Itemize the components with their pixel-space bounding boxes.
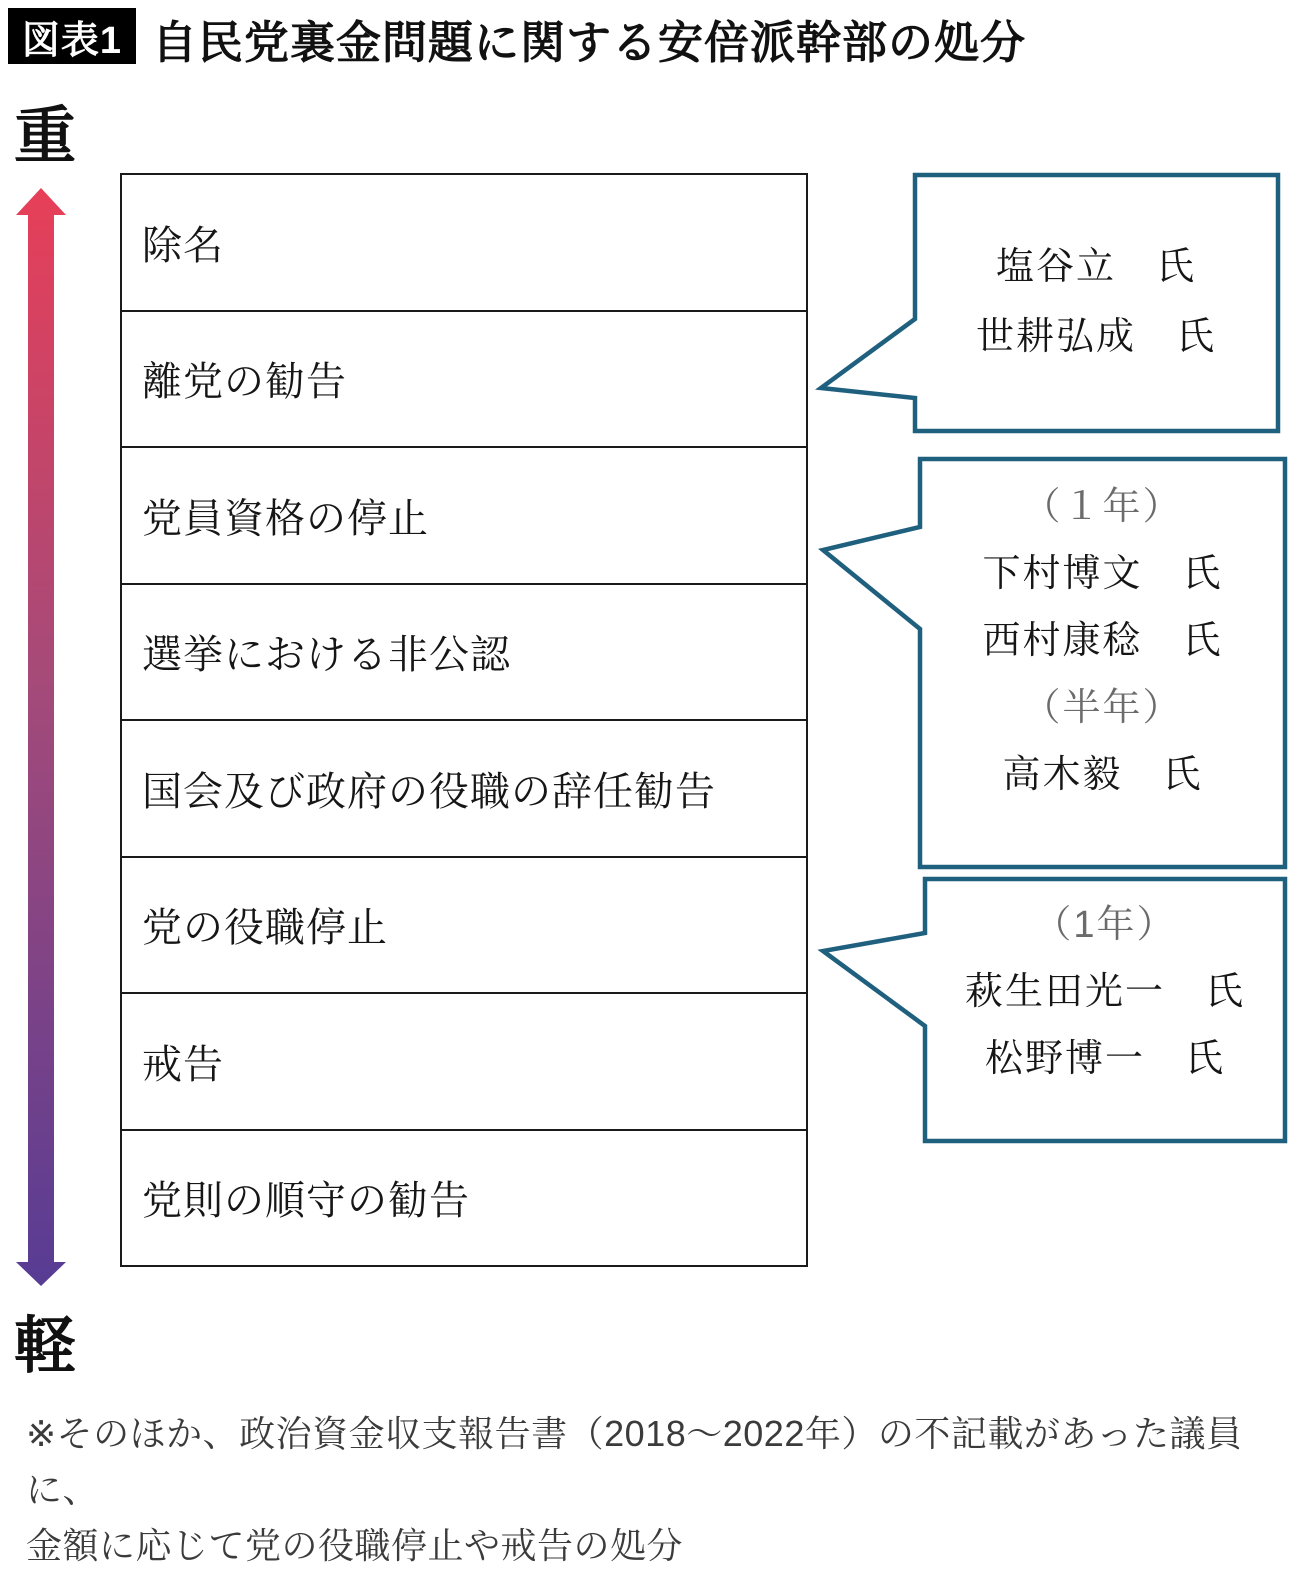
penalty-label: 離党の勧告: [142, 360, 347, 405]
table-row: [122, 448, 806, 585]
penalty-label: 国会及び政府の役職の辞任勧告: [142, 769, 716, 814]
penalty-label: 党則の順守の勧告: [142, 1179, 470, 1224]
penalty-label: 党の役職停止: [142, 906, 388, 951]
callout-name: 松野博一 氏: [984, 1038, 1225, 1080]
scale-light-label: 軽: [14, 1312, 77, 1381]
penalty-table: [120, 173, 808, 1267]
footnote: [26, 1406, 1286, 1574]
footnote-line-1: ※そのほか、政治資金収支報告書（2018〜2022年）の不記載があった議員に、: [26, 1413, 1243, 1510]
table-row: [122, 994, 806, 1131]
table-row: [122, 175, 806, 312]
callout-name: 西村康稔 氏: [982, 620, 1223, 662]
callout-3-names: [925, 892, 1285, 1093]
penalty-label: 戒告: [142, 1042, 224, 1087]
callout-duration: （半年）: [1022, 687, 1183, 729]
callout-2-names: [920, 474, 1285, 809]
callout-1-names: [915, 232, 1277, 372]
callout-duration: （１年）: [1022, 486, 1183, 528]
scale-heavy-label: 重: [14, 102, 77, 171]
table-row: [122, 312, 806, 449]
penalty-label: 党員資格の停止: [142, 496, 429, 541]
footnote-line-2: 金額に応じて党の役職停止や戒告の処分: [26, 1525, 684, 1566]
callout-name: 塩谷立 氏: [995, 246, 1196, 288]
table-row: [122, 585, 806, 722]
figure-number-badge: 図表1: [8, 8, 136, 64]
table-row: [122, 721, 806, 858]
callout-name: 下村博文 氏: [982, 553, 1223, 595]
callout-duration: （1年）: [1033, 904, 1177, 946]
table-row: [122, 858, 806, 995]
page-title: 自民党裏金問題に関する安倍派幹部の処分: [152, 17, 1027, 68]
double-arrow-shape: [16, 188, 66, 1286]
penalty-label: 除名: [142, 223, 224, 268]
severity-gradient-arrow: [0, 186, 82, 1290]
callout-name: 高木毅 氏: [1002, 754, 1203, 796]
penalty-label: 選挙における非公認: [142, 633, 511, 678]
table-row: [122, 1131, 806, 1266]
callout-name: 世耕弘成 氏: [975, 316, 1216, 358]
callout-name: 萩生田光一 氏: [964, 971, 1245, 1013]
